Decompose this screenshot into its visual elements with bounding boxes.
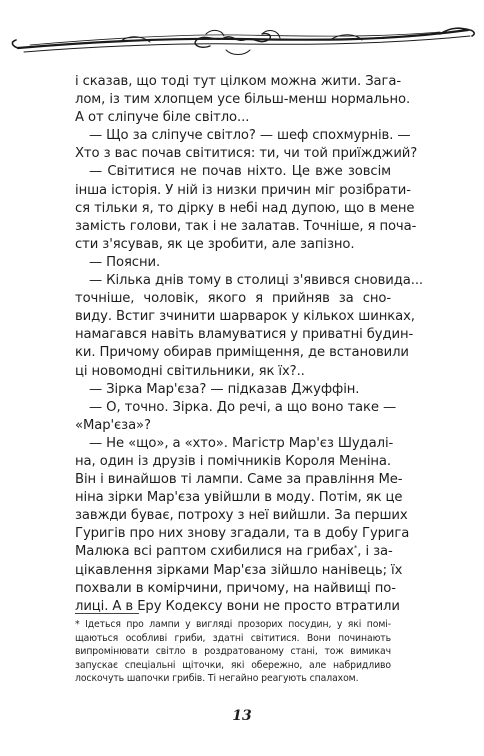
text-line: завжди буває, потроху з неї вийшли. За перших bbox=[75, 508, 408, 524]
text-line: цікавлення зірками Мар'єза зійшло нанівець; їх bbox=[75, 562, 403, 578]
text-line: сти з'ясував, як це зробити, але запізно. bbox=[75, 236, 355, 252]
main-text bbox=[75, 73, 424, 616]
text-line: замість голови, так і не залатав. Точніше, я поча- bbox=[75, 218, 417, 234]
text-line: — Світитися не почав ніхто. Це вже зовсім bbox=[89, 164, 391, 180]
footnote-divider bbox=[75, 613, 139, 614]
decorative-flourish-icon bbox=[0, 12, 484, 62]
text-line: — Кілька днів тому в столиці з'явився сновида... bbox=[89, 273, 424, 289]
text-line: Гуригів про них знову згадали, та в добу Гурига bbox=[75, 526, 410, 542]
text-line: на, один із друзів і помічників Короля Меніна. bbox=[75, 453, 391, 469]
footnote-line: запускає спеціальні щіточки, які обережно, але набридливо bbox=[75, 659, 391, 671]
text-line: намагався навіть вламуватися у приватні будин- bbox=[75, 327, 414, 343]
footnote-line: щаються особливі гриби, здатні світитися. Вони починають bbox=[75, 632, 391, 644]
text-line: — Не «що», а «хто». Магістр Мар'єз Шудалі- bbox=[89, 435, 394, 451]
text-line: і сказав, що тоді тут цілком можна жити. Зага- bbox=[75, 74, 401, 89]
text-line bbox=[75, 543, 391, 561]
text-line: — Поясни. bbox=[89, 254, 161, 270]
text-line: виду. Встиг зчинити шарварок у кількох шинках, bbox=[75, 309, 415, 325]
text-line: ки. Причому обирав приміщення, де встановили bbox=[75, 345, 409, 361]
text-fragment: , і за- bbox=[357, 544, 393, 560]
text-fragment: Малюка всі раптом схибилися на грибах bbox=[75, 544, 354, 560]
text-line: — Що за сліпуче світло? — шеф спохмурнів. — bbox=[89, 128, 411, 144]
footnote-line: випромінювати світло в роздратованому стані, тож вимикач bbox=[75, 646, 391, 658]
text-line: Він і винайшов ті лампи. Саме за правління Ме- bbox=[75, 472, 403, 488]
text-line: — О, точно. Зірка. До речі, а що воно таке — bbox=[89, 399, 397, 415]
text-line: А от сліпуче біле світло... bbox=[75, 110, 250, 126]
text-line: ніна зірки Мар'єза увійшли в моду. Потім, як це bbox=[75, 490, 403, 506]
footnote-line: * Ідеться про лампи у вигляді прозорих посудин, у які помі- bbox=[75, 619, 391, 630]
text-line: — Зірка Мар'єза? — підказав Джуффін. bbox=[89, 381, 360, 397]
text-line: ці новомодні світильники, як їх?.. bbox=[75, 363, 305, 379]
text-line: «Мар'єза»? bbox=[75, 417, 151, 433]
footnote-marker: * bbox=[353, 544, 358, 553]
footnote bbox=[75, 618, 391, 686]
text-line: лом, із тим хлопцем усе більш-менш нормально. bbox=[75, 92, 411, 108]
text-line: Хто з вас почав світитися: ти, чи той приїжджий? bbox=[75, 146, 418, 162]
text-line: точніше, чоловік, якого я прийняв за сно- bbox=[75, 291, 391, 307]
footnote-line: лоскочуть шапочки грибів. Ті негайно реагують спалахом. bbox=[75, 673, 359, 685]
text-line: лиці. А в Еру Кодексу вони не просто втратили bbox=[75, 598, 400, 614]
page-number: 13 bbox=[232, 708, 252, 724]
text-line: інша історія. У ній із низки причин міг розібрати- bbox=[75, 182, 411, 198]
text-line: ся тільки я, то дірку в небі над дупою, що в мене bbox=[75, 200, 415, 216]
text-line: похвали в комірчини, причому, на найвищі по- bbox=[75, 580, 396, 596]
